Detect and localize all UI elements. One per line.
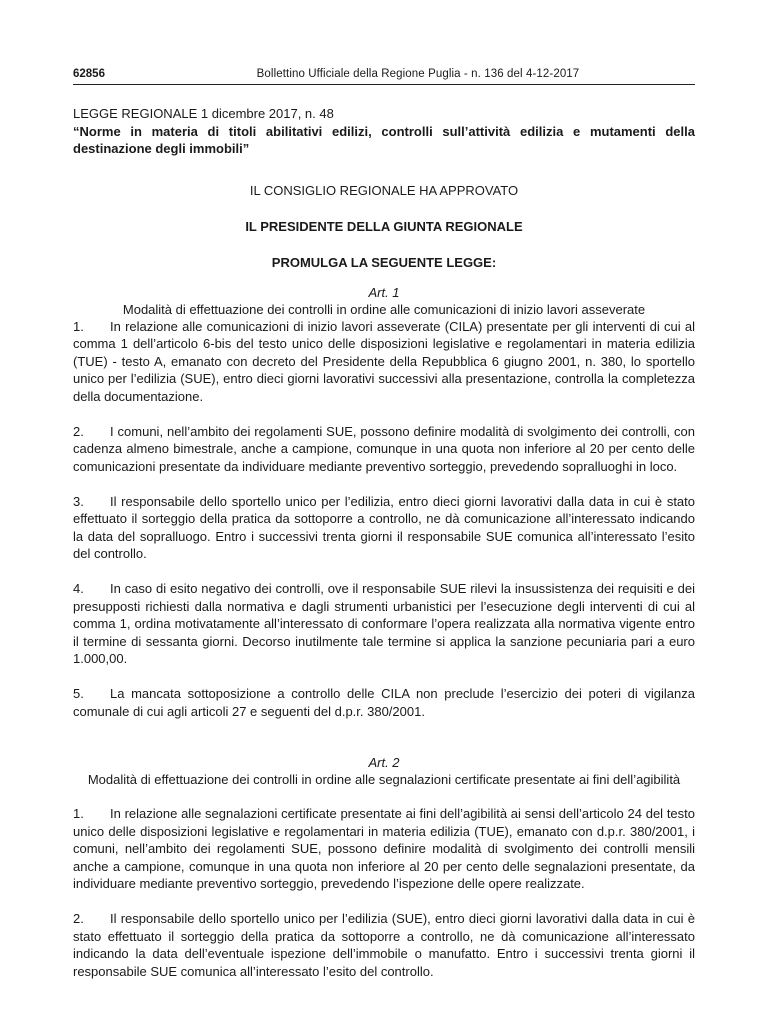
paragraph-text: Il responsabile dello sportello unico per l’edilizia, entro dieci giorni lavorativi dalla data in cui è stato effettuato il sorteggio della pratica da sottoporre a controllo, ne dà comunicazione all’interessato indicando la data del sopralluogo. Entro i successivi trenta giorni il responsabile SUE comunica all’interessato l’esito del controllo.: [73, 493, 695, 561]
article-label: Art. 2: [368, 755, 400, 770]
article-1-paragraph-5: [73, 685, 695, 720]
article-2-heading: [73, 754, 695, 788]
paragraph-text: In relazione alle comunicazioni di inizio lavori asseverate (CILA) presentate per gli interventi di cui al comma 1 dell’articolo 6-bis del testo unico delle disposizioni legislative e regolamentari in materia edilizia (TUE) - testo A, emanato con decreto del Presidente della Repubblica 6 giugno 2001, n. 380, lo sportello unico per l’edilizia (SUE), entro dieci giorni lavorativi successivi alla presentazione, controlla la completezza della documentazione.: [73, 318, 695, 404]
paragraph-number: 5.: [73, 686, 84, 701]
paragraph-number: 1.: [73, 318, 84, 334]
council-approval: IL CONSIGLIO REGIONALE HA APPROVATO: [249, 182, 519, 198]
law-heading-block: [73, 105, 695, 158]
page-number: 62856: [73, 68, 105, 80]
article-2-paragraph-1: [73, 805, 695, 893]
article-title: Modalità di effettuazione dei controlli in ordine alle segnalazioni certificate presentate ai fini dell’agibilità: [87, 772, 681, 787]
president-heading: IL PRESIDENTE DELLA GIUNTA REGIONALE: [245, 218, 523, 234]
paragraph-number: 4.: [73, 581, 84, 596]
paragraph-number: 2.: [73, 423, 84, 439]
paragraph-text: In caso di esito negativo dei controlli, ove il responsabile SUE rilevi la insussistenza dei requisiti e dei presupposti richiesti dalla normativa e dagli strumenti urbanistici per l’esecuzione degli interventi di cui al comma 1, ordina motivatamente all’interessato di conformare l’opera realizzata alla normativa vigente entro il termine di sessanta giorni. Decorso inutilmente tale termine si applica la sanzione pecuniaria pari a euro 1.000,00.: [73, 581, 695, 666]
paragraph-text: La mancata sottoposizione a controllo delle CILA non preclude l’esercizio dei poteri di vigilanza comunale di cui agli articoli 27 e seguenti del d.p.r. 380/2001.: [73, 686, 695, 719]
running-header: [73, 68, 695, 85]
paragraph-number: 3.: [73, 493, 84, 509]
paragraph-text: I comuni, nell’ambito dei regolamenti SUE, possono definire modalità di svolgimento dei controlli, con cadenza almeno bimestrale, anche a campione, comunque in una quota non inferiore al 20 per cento delle comunicazioni presentate da individuare mediante preventivo sorteggio, prevedendo sopralluoghi in loco.: [73, 423, 695, 474]
paragraph-number: 2.: [73, 911, 84, 926]
article-1-paragraph-4: [73, 580, 695, 668]
law-title: “Norme in materia di titoli abilitativi edilizi, controlli sull’attività edilizia e mutamenti della destinazione degli immobili”: [73, 123, 695, 156]
article-title: Modalità di effettuazione dei controlli in ordine alle comunicazioni di inizio lavori asseverate: [122, 301, 646, 317]
article-1-heading: [73, 284, 695, 318]
article-2-paragraph-2: [73, 910, 695, 980]
law-heading: LEGGE REGIONALE 1 dicembre 2017, n. 48: [73, 106, 334, 121]
document-page: [73, 68, 695, 980]
paragraph-text: Il responsabile dello sportello unico per l’edilizia (SUE), entro dieci giorni lavorativi dalla data in cui è stato effettuato il sorteggio della pratica da sottoporre a controllo, ne dà comunicazione all’interessato indicando la data dell’eventuale ispezione dell’immobile o manufatto. Entro i successivi trenta giorni il responsabile SUE comunica all’interessato l’esito del controllo.: [73, 911, 695, 979]
promulgation-heading: PROMULGA LA SEGUENTE LEGGE:: [271, 254, 497, 270]
paragraph-number: 1.: [73, 806, 84, 821]
article-1-paragraph-3: [73, 493, 695, 563]
article-label: Art. 1: [368, 284, 400, 300]
paragraph-text: In relazione alle segnalazioni certificate presentate ai fini dell’agibilità ai sensi dell’articolo 24 del testo unico delle disposizioni legislative e regolamentari in materia edilizia (TUE), emanato con d.p.r. 380/2001, i comuni, nell’ambito dei regolamenti SUE, possono definire modalità di svolgimento dei controlli mensili anche a campione, comunque in una quota non inferiore al 20 per cento delle segnalazioni presentate, da individuare mediante preventivo sorteggio, prevedendo l’ispezione delle opere realizzate.: [73, 806, 695, 891]
article-1-paragraph-1: [73, 318, 695, 406]
article-1-paragraph-2: [73, 423, 695, 476]
bulletin-title: Bollettino Ufficiale della Regione Puglia - n. 136 del 4-12-2017: [256, 68, 580, 80]
